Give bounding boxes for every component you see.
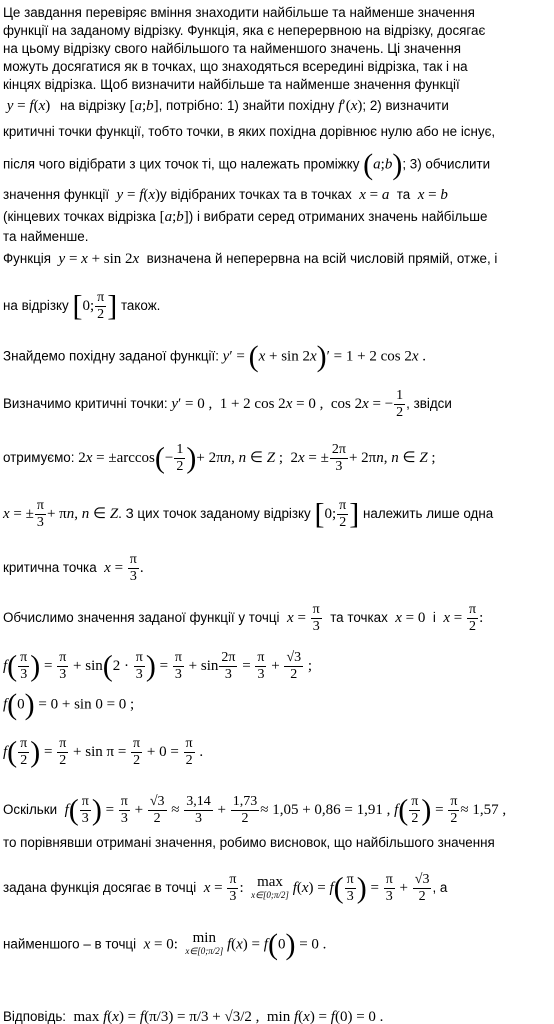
frac-num: π: [450, 794, 458, 809]
formula-line: отримуємо: 2x = ±arccos(− $\frac{1}{2}$ )+ 2πn, n ∈ Z ; 2x = ± $\frac{2\pi}{3}$ + 2πn, n ∈ Z ;: [3, 441, 436, 475]
math-expr: ≈ 1,05 + 0,86 = 1,91 ,: [260, 802, 391, 819]
frac-num: π: [59, 650, 67, 665]
paragraph-line: функції на заданому відрізку. Функція, яка є неперервною на відрізку, досягає: [3, 23, 486, 38]
formula-line: f(0) = 0 + sin 0 = 0 ;: [3, 688, 135, 721]
frac-den: 2: [450, 811, 458, 826]
text-span: Обчислимо значення заданої функції у точці: [3, 610, 280, 626]
frac-den: 3: [20, 667, 28, 682]
frac-den: 3: [195, 811, 202, 826]
frac-num: π: [120, 794, 128, 809]
max-operator: max x∈[0;π/2]: [251, 873, 289, 900]
text-span: ; 2) визначити: [362, 98, 449, 113]
frac-den: 3: [224, 667, 232, 682]
frac-num: π: [36, 498, 44, 513]
frac-num: √3: [286, 650, 302, 665]
math-expr: y: [3, 98, 14, 114]
text-span: після чого відібрати з цих точок ті, що належать проміжку: [3, 156, 360, 172]
paragraph-line: кінцях відрізка. Щоб визначити найбільше та найменше значення функції: [3, 77, 460, 92]
formula-line: x = ± $\frac{\pi}{3}$ + πn, n ∈ Z. З цих точок заданому відрізку [0; $\frac{\pi}{2}$ ] належить лише одна: [3, 497, 494, 531]
text-span: та точках: [330, 610, 388, 626]
paragraph-line: то порівнявши отримані значення, робимо висновок, що найбільшого значення: [3, 835, 495, 850]
formula-line: Обчислимо значення заданої функції у точці x = $\frac{\pi}{3}$ та точках x = 0 і x = $\frac{\pi}{2}$ :: [3, 602, 484, 634]
frac-num: π: [129, 552, 137, 567]
frac-den: 2: [469, 619, 477, 634]
frac-num: π: [346, 872, 354, 887]
formula-line: Визначимо критичні точки: y′ = 0 , 1 + 2 cos 2x = 0 , cos 2x = − $\frac{1}{2}$ , звідси: [3, 388, 452, 420]
frac-num: √3: [414, 872, 430, 887]
frac-num: π: [133, 736, 141, 751]
text-span: критична точка: [3, 560, 97, 576]
frac-den: 3: [174, 667, 182, 682]
frac-den: 3: [129, 569, 137, 584]
frac-den: 2: [133, 753, 141, 768]
paragraph-line: можуть досягатися як в точках, що знаходяться всередині відрізка, так і на: [3, 59, 468, 74]
frac-den: 2: [418, 889, 426, 904]
text-span: , а: [432, 880, 448, 896]
text-span: отримуємо:: [3, 450, 75, 466]
frac-den: 2: [396, 405, 404, 420]
frac-num: π: [20, 650, 28, 665]
frac-den: 3: [81, 811, 89, 826]
formula-line: f( $\frac{\pi}{3}$ ) = $\frac{\pi}{3}$ + sin(2 · $\frac{\pi}{3}$ ) = $\frac{\pi}{3}$ + sin $\frac{2\pi}{3}$ = $\frac{\pi}{3}$ + $\frac{√3}{2}$ ;: [3, 649, 313, 683]
text-span: значення функції: [3, 187, 110, 202]
frac-den: 2: [241, 811, 249, 826]
frac-den: 2: [153, 811, 161, 826]
frac-den: 3: [257, 667, 265, 682]
text-span: на відрізку: [3, 298, 69, 314]
frac-den: 2: [20, 753, 28, 768]
formula-line: (кінцевих точках відрізка [a;b]) і вибрати серед отриманих значень найбільше: [3, 209, 488, 225]
frac-num: π: [97, 290, 105, 305]
formula-line: критична точка x = $\frac{\pi}{3}$ .: [3, 552, 144, 584]
frac-den: 3: [36, 515, 44, 530]
formula-line: Оскільки f( $\frac{\pi}{3}$ ) = $\frac{\pi}{3}$ + $\frac{√3}{2}$ ≈ $\frac{3,14}{3}$ + $\frac{1,73}{2}$ ≈ 1,05 + 0,86 = 1,91 , f( $\frac{\pi}{2}$ ) = $\frac{\pi}{2}$ ≈ 1,57 ,: [3, 793, 507, 827]
text-span: у відібраних точках та в точках: [160, 187, 352, 202]
frac-num: π: [135, 650, 143, 665]
frac-num: π: [411, 794, 419, 809]
frac-den: 3: [120, 811, 128, 826]
frac-den: 2: [59, 753, 67, 768]
min-operator: min x∈[0;π/2]: [185, 930, 224, 956]
formula-line: на відрізку [0; $\frac{\pi}{2}$ ] також.: [3, 289, 161, 323]
frac-den: 3: [59, 667, 67, 682]
frac-num: π: [174, 650, 182, 665]
text-span: (кінцевих точках відрізка: [3, 209, 156, 224]
text-span: визначена й неперервна на всій числовій прямій, отже, і: [146, 251, 498, 266]
frac-den: 2: [176, 459, 184, 474]
frac-num: 1,73: [232, 794, 258, 809]
formula-line: y = f(x) на відрізку [a;b], потрібно: 1) знайти похідну f′(x); 2) визначити: [3, 98, 449, 114]
text-span: . З цих точок заданому відрізку: [118, 506, 311, 522]
formula-line: f( $\frac{\pi}{2}$ ) = $\frac{\pi}{2}$ + sin π = $\frac{\pi}{2}$ + 0 = $\frac{\pi}{2}$ .: [3, 735, 204, 769]
frac-den: 3: [312, 619, 320, 634]
text-span: Оскільки: [3, 802, 58, 818]
paragraph-line: та найменше.: [3, 229, 89, 244]
text-span: ) і вибрати серед отриманих значень найбільше: [188, 209, 488, 224]
text-span: Визначимо критичні точки:: [3, 396, 168, 412]
text-span: належить лише одна: [362, 506, 494, 522]
frac-num: π: [339, 498, 347, 513]
frac-num: π: [385, 872, 393, 887]
text-span: та: [396, 187, 411, 202]
text-span: задана функція досягає в точці: [3, 880, 197, 896]
frac-num: 2π: [331, 442, 346, 457]
frac-num: π: [257, 650, 265, 665]
frac-num: 1: [176, 442, 184, 457]
paragraph-line: критичні точки функції, тобто точки, в яких похідна дорівнює нулю або не існує,: [3, 124, 496, 139]
formula-line: найменшого – в точці x = 0: min x∈[0;π/2] f(x) = f(0) = 0 .: [3, 928, 327, 961]
formula-line: Знайдемо похідну заданої функції: y′ = (x + sin 2x)′ = 1 + 2 cos 2x .: [3, 340, 427, 373]
frac-num: 3,14: [186, 794, 211, 809]
frac-den: 3: [229, 889, 237, 904]
text-span: найменшого – в точці: [3, 936, 137, 952]
text-span: Відповідь:: [3, 1009, 67, 1024]
frac-num: 1: [396, 388, 404, 403]
math-expr: ≈ 1,57 ,: [460, 802, 507, 819]
frac-num: π: [312, 602, 320, 617]
text-span: також.: [120, 298, 161, 314]
text-span: , потрібно: 1) знайти похідну: [158, 98, 335, 113]
formula-line: Функція y = x + sin 2x визначена й неперервна на всій числовій прямій, отже, і: [3, 251, 498, 267]
frac-num: π: [185, 736, 193, 751]
frac-den: 3: [135, 667, 143, 682]
text-span: Функція: [3, 251, 52, 266]
text-span: Знайдемо похідну заданої функції:: [3, 348, 219, 364]
formula-line: після чого відібрати з цих точок ті, що належать проміжку (a;b); 3) обчислити: [3, 148, 491, 181]
frac-den: 3: [385, 889, 393, 904]
frac-num: 2π: [221, 650, 236, 665]
text-span: і: [432, 610, 436, 626]
frac-den: 2: [411, 811, 419, 826]
formula-line: значення функції y = f(x)у відібраних точках та в точках x = a та x = b: [3, 187, 448, 203]
frac-den: 2: [97, 307, 105, 322]
frac-den: 2: [339, 515, 347, 530]
frac-den: 3: [346, 889, 354, 904]
frac-num: π: [20, 736, 28, 751]
answer-line: Відповідь: max f(x) = f(π/3) = π/3 + √3/2 , min f(x) = f(0) = 0 .: [3, 1009, 384, 1024]
frac-num: π: [59, 736, 67, 751]
frac-den: 2: [290, 667, 298, 682]
formula-line: задана функція досягає в точці x = $\frac{\pi}{3}$ : max x∈[0;π/2] f(x) = f( $\frac{\pi}{3}$ ) = $\frac{\pi}{3}$ + $\frac{√3}{2}$ , а: [3, 871, 448, 905]
frac-den: 2: [185, 753, 193, 768]
text-span: ; 3) обчислити: [402, 156, 491, 172]
paragraph-line: на цьому відрізку свого найбільшого та найменшого значень. Ці значення: [3, 41, 462, 56]
frac-num: π: [81, 794, 89, 809]
frac-num: π: [229, 872, 237, 887]
paragraph-line: Це завдання перевіряє вміння знаходити найбільше та найменше значення: [3, 5, 475, 20]
frac-num: π: [468, 602, 477, 617]
frac-num: √3: [149, 794, 165, 809]
text-span: на відрізку: [59, 98, 126, 113]
frac-den: 3: [335, 459, 343, 474]
text-span: , звідси: [406, 396, 452, 412]
